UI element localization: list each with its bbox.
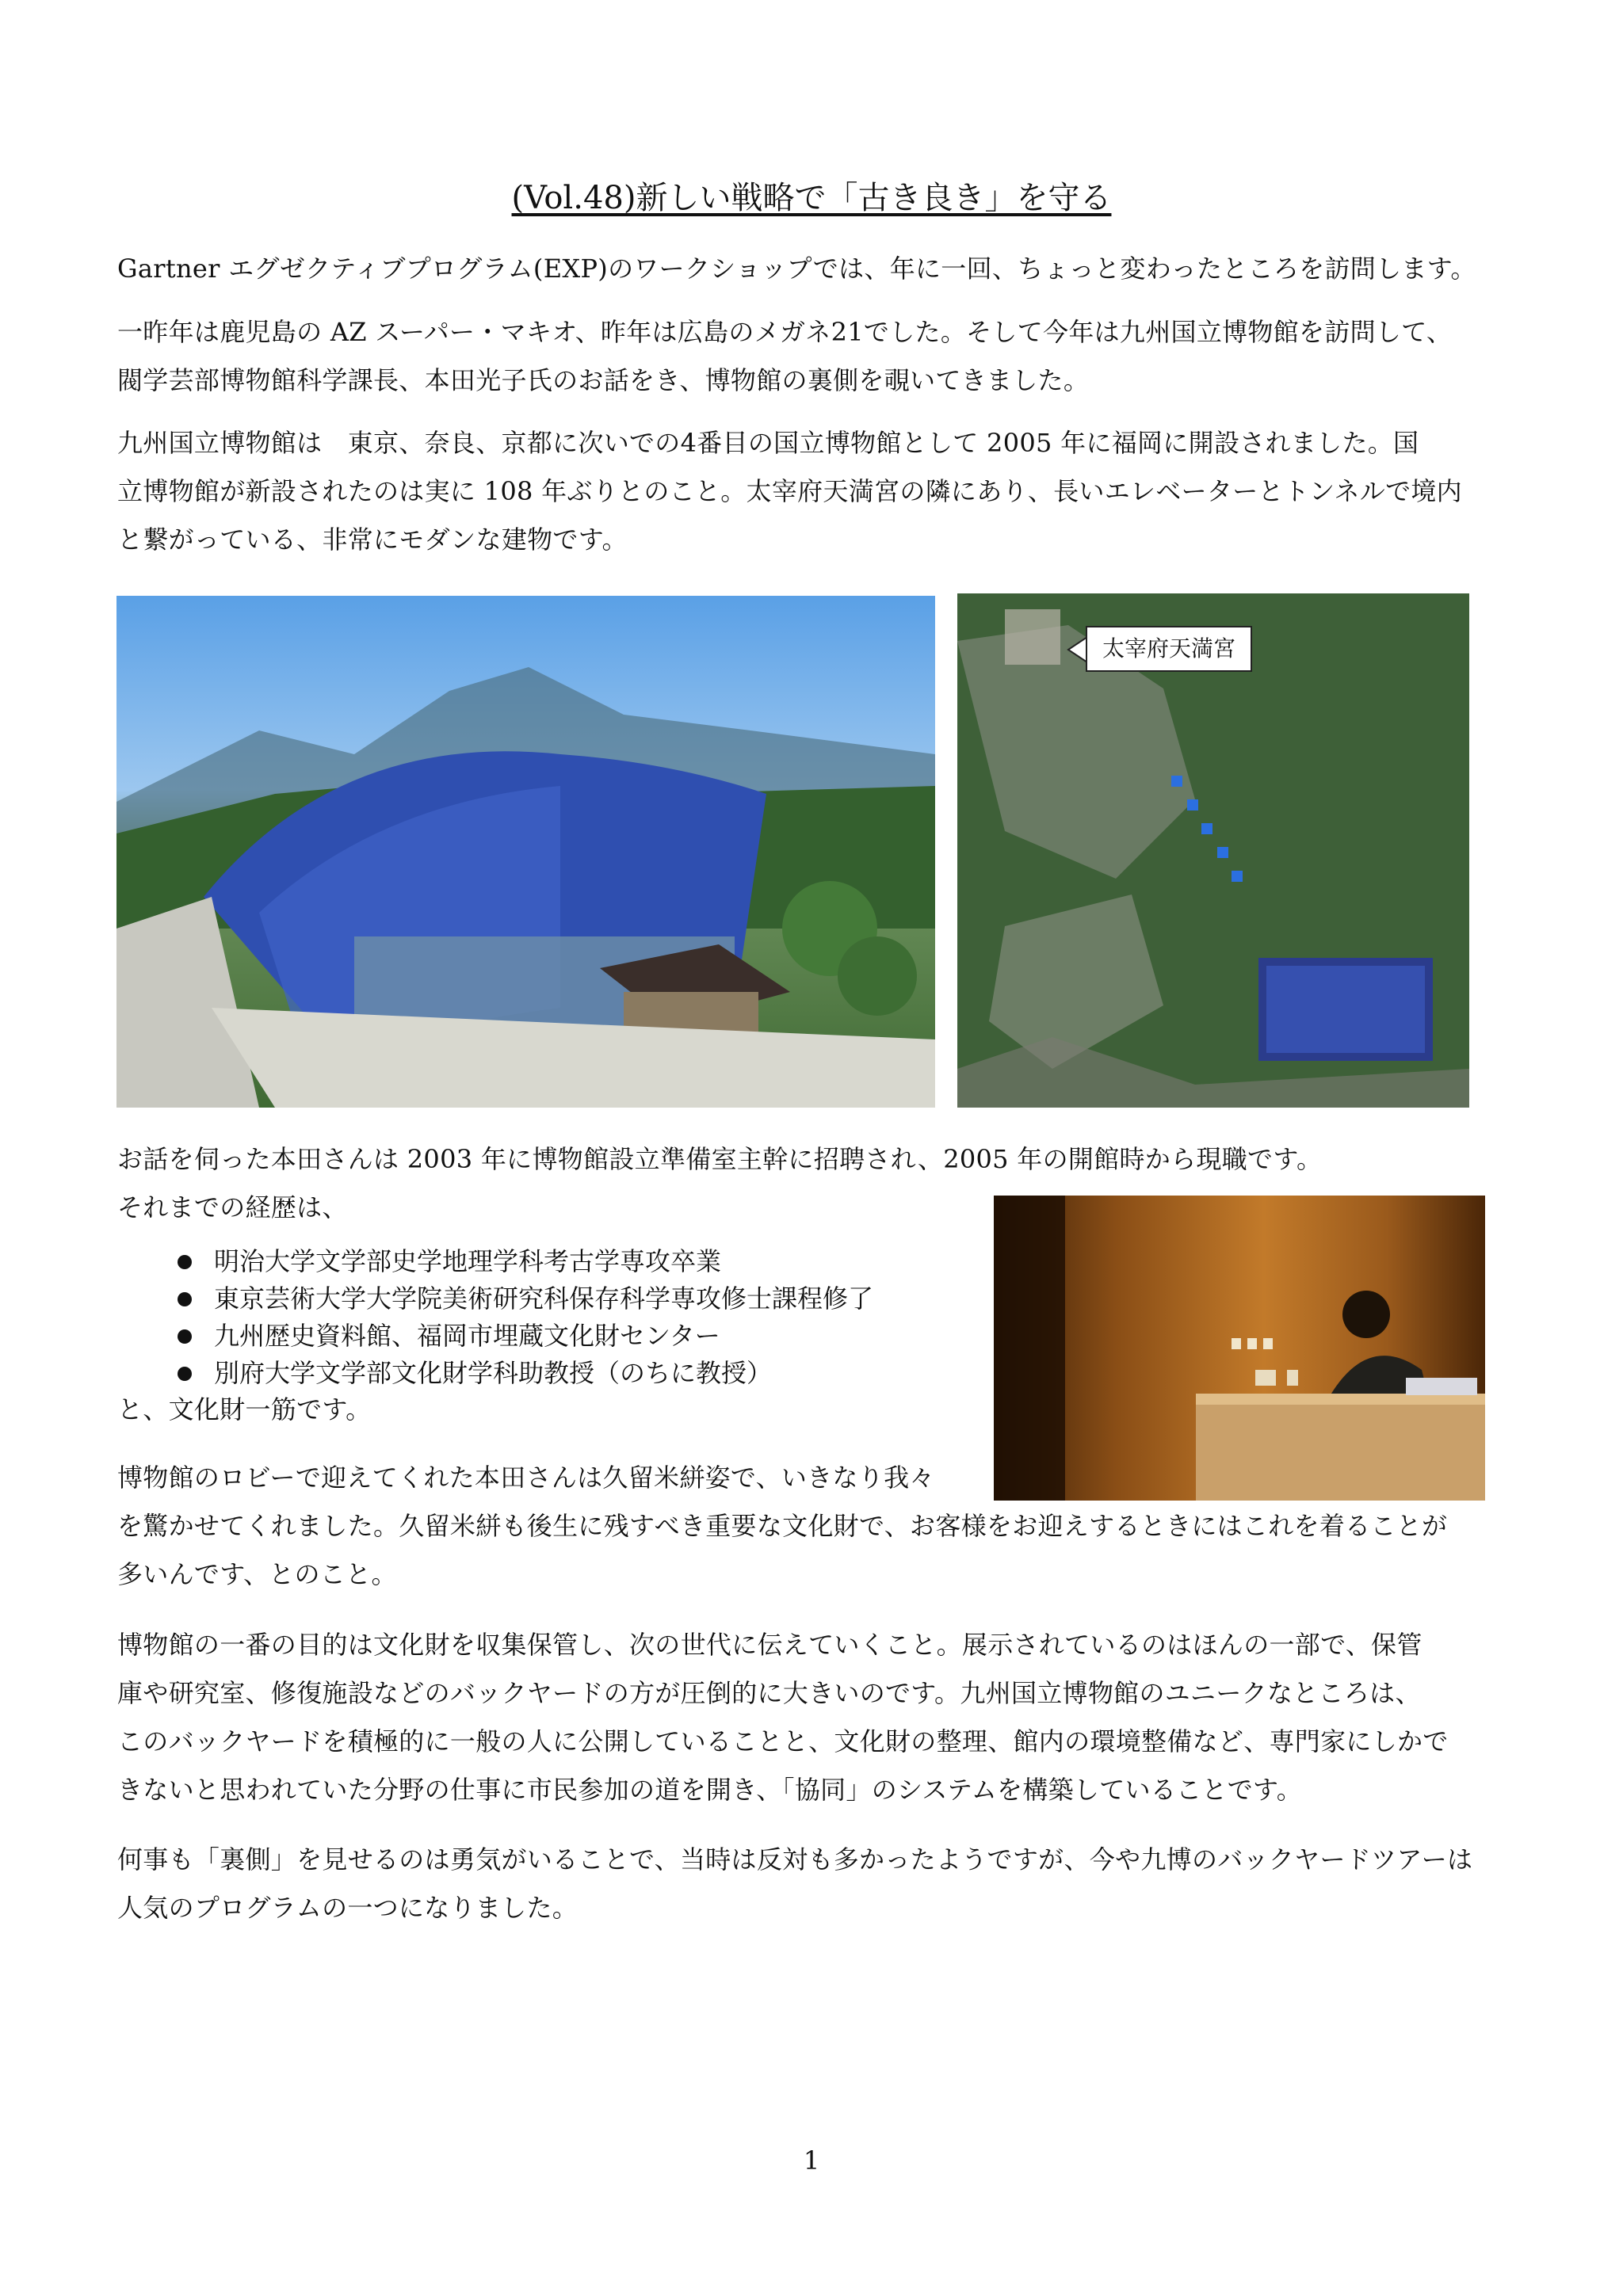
list-item	[178, 1243, 873, 1280]
paragraph-purpose	[117, 1621, 1512, 1814]
paragraph-backyard	[117, 1836, 1512, 1932]
map-callout-label: 太宰府天満宮	[1086, 626, 1252, 672]
list-item-text: 東京芸術大学大学院美術研究科保存科学専攻修士課程修了	[214, 1283, 874, 1314]
list-item	[178, 1318, 873, 1355]
paragraph-museum	[117, 419, 1512, 564]
paragraph-lobby	[117, 1454, 1512, 1599]
list-item-text: 明治大学文学部史学地理学科考古学専攻卒業	[214, 1246, 722, 1276]
text-line: と繋がっている、非常にモダンな建物です。	[117, 524, 628, 555]
paragraph-career-end	[117, 1386, 1512, 1434]
museum-building-photo	[116, 596, 935, 1108]
text-line: 九州国立博物館は 東京、奈良、京都に次いでの4番目の国立博物館として 2005 年に福岡に開設されました。国	[117, 428, 1419, 458]
bullet-icon	[178, 1292, 192, 1306]
text-line: 博物館のロビーで迎えてくれた本田さんは久留米絣姿で、いきなり我々	[117, 1463, 935, 1493]
text-line: 人気のプログラムの一つになりました。	[117, 1893, 579, 1923]
list-item-text: 九州歴史資料館、福岡市埋蔵文化財センター	[214, 1321, 720, 1351]
text-line: を驚かせてくれました。久留米絣も後生に残すべき重要な文化財で、お客様をお迎えするときにはこれを着ることが	[117, 1511, 1448, 1541]
paragraph-intro	[117, 245, 1512, 293]
career-list	[178, 1243, 873, 1392]
page-number: 1	[803, 2145, 820, 2176]
bullet-icon	[178, 1329, 192, 1344]
text-line: 何事も「裏側」を見せるのは勇気がいることで、当時は反対も多かったようですが、今や九博のバックヤードツアーは	[117, 1844, 1473, 1875]
text-line: このバックヤードを積極的に一般の人に公開していることと、文化財の整理、館内の環境整備など、専門家にしかで	[117, 1726, 1449, 1756]
text-line: お話を伺った本田さんは 2003 年に博物館設立準備室主幹に招聘され、2005 年の開館時から現職です。	[117, 1144, 1323, 1174]
bullet-icon	[178, 1367, 192, 1381]
text-line: 博物館の一番の目的は文化財を収集保管し、次の世代に伝えていくこと。展示されているのはほんの一部で、保管	[117, 1630, 1423, 1660]
text-line: 庫や研究室、修復施設などのバックヤードの方が圧倒的に大きいのです。九州国立博物館のユニークなところは、	[117, 1678, 1421, 1708]
text-line: 閥学芸部博物館科学課長、本田光子氏のお話をき、博物館の裏側を覗いてきました。	[117, 365, 1090, 395]
text-line: それまでの経歴は、	[117, 1192, 348, 1222]
text-line: 一昨年は鹿児島の AZ スーパー・マキオ、昨年は広島のメガネ21でした。そして今年は九州国立博物館を訪問して、	[117, 317, 1453, 347]
text-line: 立博物館が新設されたのは実に 108 年ぶりとのこと。太宰府天満宮の隣にあり、長いエレベーターとトンネルで境内	[117, 476, 1462, 506]
text-line: Gartner エグゼクティブプログラム(EXP)のワークショップでは、年に一回、ちょっと変わったところを訪問します。	[117, 254, 1476, 284]
text-line: と、文化財一筋です。	[117, 1394, 372, 1425]
list-item	[178, 1280, 873, 1318]
paragraph-visit	[117, 308, 1512, 405]
text-line: 多いんです、とのこと。	[117, 1559, 397, 1589]
list-item-text: 別府大学文学部文化財学科助教授（のちに教授）	[214, 1358, 773, 1388]
bullet-icon	[178, 1255, 192, 1269]
article-title: (Vol.48)新しい戦略で「古き良き」を守る	[511, 180, 1112, 216]
text-line: きないと思われていた分野の仕事に市民参加の道を開き、「協同」のシステムを構築していることです。	[117, 1775, 1303, 1805]
